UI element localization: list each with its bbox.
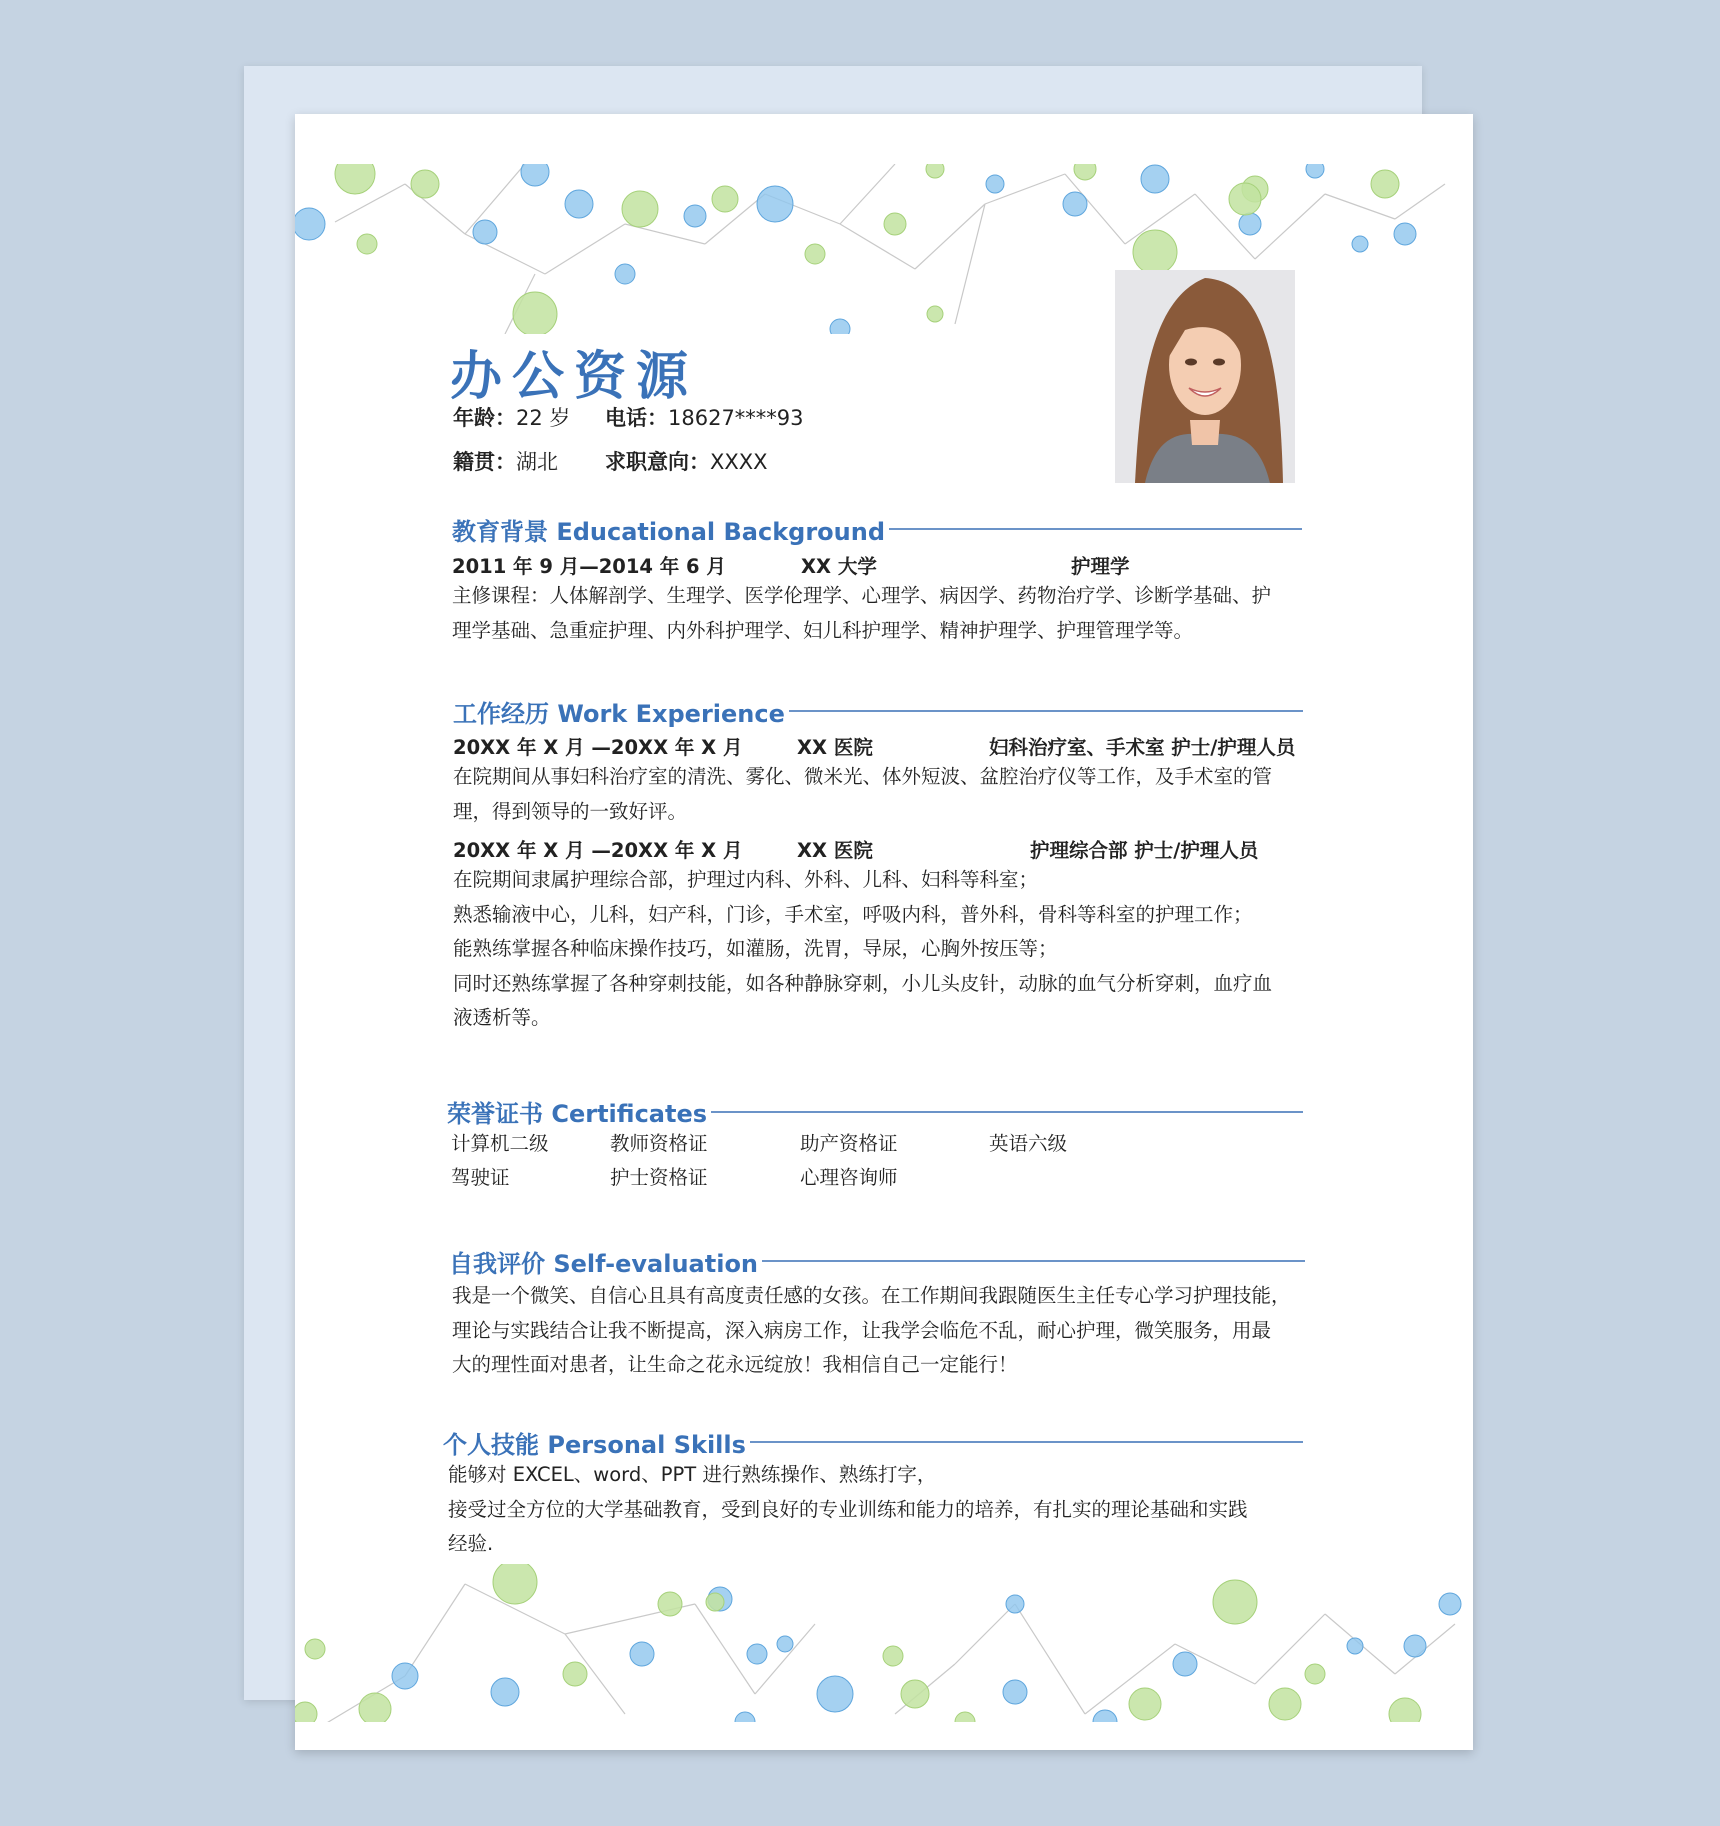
phone-value: 18627****93 xyxy=(668,406,804,430)
education-courses xyxy=(452,579,1271,648)
phone-field xyxy=(605,402,804,432)
work-title-rule xyxy=(779,710,1303,712)
skills-section-title: 个人技能 Personal Skills xyxy=(443,1425,750,1460)
certificate-item: 教师资格证 xyxy=(610,1132,708,1155)
job-intent-field xyxy=(605,446,768,476)
candidate-name: 办公资源 xyxy=(450,347,699,407)
education-major: 护理学 xyxy=(1071,555,1130,578)
hometown-value: 湖北 xyxy=(516,450,558,474)
job-period: 20XX 年 X 月 —20XX 年 X 月 xyxy=(453,839,743,862)
text-line: 能够对 EXCEL、word、PPT 进行熟练操作、熟练打字， xyxy=(448,1463,937,1486)
certificate-item: 心理咨询师 xyxy=(800,1166,898,1189)
age-label: 年龄： xyxy=(453,406,516,430)
self-evaluation-text xyxy=(452,1279,1291,1383)
text-line: 在院期间从事妇科治疗室的清洗、雾化、微米光、体外短波、盆腔治疗仪等工作，及手术室的管 xyxy=(453,765,1273,788)
text-line: 经验. xyxy=(448,1532,494,1555)
job-description xyxy=(453,760,1272,829)
text-line: 理论与实践结合让我不断提高，深入病房工作，让我学会临危不乱，耐心护理，微笑服务，用最 xyxy=(452,1318,1272,1342)
certificate-item: 护士资格证 xyxy=(610,1166,708,1189)
profile-photo xyxy=(1115,270,1295,483)
text-line: 熟悉输液中心，儿科，妇产科，门诊，手术室，呼吸内科，普外科，骨科等科室的护理工作； xyxy=(453,902,1253,926)
job-role: 妇科治疗室、手术室 护士/护理人员 xyxy=(989,736,1296,759)
job-organization: XX 医院 xyxy=(797,736,873,759)
molecule-decoration-bottom xyxy=(295,1564,1473,1722)
molecule-decoration-top xyxy=(295,164,1473,334)
phone-label: 电话： xyxy=(605,406,668,430)
work-section-title: 工作经历 Work Experience xyxy=(453,694,789,729)
certificate-item: 驾驶证 xyxy=(451,1166,510,1189)
age-field xyxy=(453,402,570,432)
job-organization: XX 医院 xyxy=(797,839,873,862)
certificate-item: 助产资格证 xyxy=(800,1132,898,1155)
education-section-title: 教育背景 Educational Background xyxy=(452,512,889,547)
certificate-item: 计算机二级 xyxy=(451,1132,549,1155)
text-line: 液透析等。 xyxy=(453,1006,551,1029)
job-role: 护理综合部 护士/护理人员 xyxy=(1030,839,1259,862)
skills-text xyxy=(448,1458,1248,1562)
education-school: XX 大学 xyxy=(801,555,877,578)
text-line: 同时还熟练掌握了各种穿刺技能，如各种静脉穿刺，小儿头皮针，动脉的血气分析穿刺，血疗血 xyxy=(453,971,1273,995)
text-line: 在院期间隶属护理综合部，护理过内科、外科、儿科、妇科等科室； xyxy=(453,868,1039,891)
education-period: 2011 年 9 月—2014 年 6 月 xyxy=(452,555,726,578)
job-description xyxy=(453,863,1272,1036)
resume-page xyxy=(295,114,1473,1750)
job-intent-label: 求职意向： xyxy=(605,450,710,474)
certificates-title-rule xyxy=(699,1111,1303,1113)
job-intent-value: XXXX xyxy=(710,450,768,474)
skills-title-rule xyxy=(731,1441,1303,1443)
text-line: 我是一个微笑、自信心且具有高度责任感的女孩。在工作期间我跟随医生主任专心学习护理技能， xyxy=(452,1284,1291,1307)
text-line: 能熟练掌握各种临床操作技巧，如灌肠，洗胃，导尿，心胸外按压等； xyxy=(453,937,1058,960)
text-line: 接受过全方位的大学基础教育，受到良好的专业训练和能力的培养，有扎实的理论基础和实践 xyxy=(448,1497,1248,1521)
certificate-item: 英语六级 xyxy=(989,1132,1068,1155)
text-line: 大的理性面对患者，让生命之花永远绽放！我相信自己一定能行！ xyxy=(452,1353,1018,1376)
self-evaluation-section-title: 自我评价 Self-evaluation xyxy=(449,1244,762,1279)
hometown-field xyxy=(453,446,558,476)
certificates-section-title: 荣誉证书 Certificates xyxy=(447,1094,711,1129)
text-line: 理，得到领导的一致好评。 xyxy=(453,799,688,823)
age-value: 22 岁 xyxy=(516,406,571,430)
text-line: 理学基础、急重症护理、内外科护理学、妇儿科护理学、精神护理学、护理管理学等。 xyxy=(452,618,1194,642)
education-title-rule xyxy=(865,528,1302,530)
self-evaluation-title-rule xyxy=(745,1260,1305,1262)
hometown-label: 籍贯： xyxy=(453,450,516,474)
job-period: 20XX 年 X 月 —20XX 年 X 月 xyxy=(453,736,743,759)
text-line: 主修课程：人体解剖学、生理学、医学伦理学、心理学、病因学、药物治疗学、诊断学基础、护 xyxy=(452,584,1272,607)
